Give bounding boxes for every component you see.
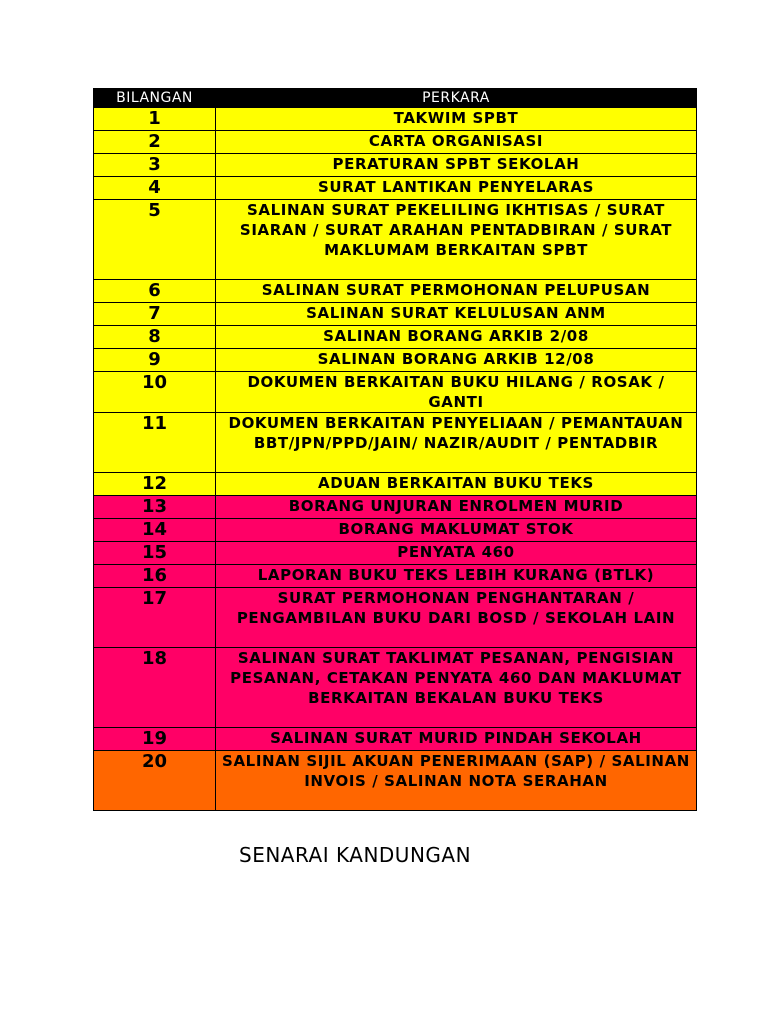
- table-row: [94, 751, 697, 811]
- header-bilangan: BILANGAN: [94, 89, 216, 108]
- row-item: SALINAN BORANG ARKIB 12/08: [216, 349, 697, 372]
- row-number: 2: [94, 131, 216, 154]
- page-title: SENARAI KANDUNGAN: [239, 843, 472, 867]
- table-row: [94, 648, 697, 728]
- table-row: [94, 154, 697, 177]
- row-item: TAKWIM SPBT: [216, 108, 697, 131]
- row-number: 7: [94, 303, 216, 326]
- row-number: 10: [94, 372, 216, 413]
- row-item: PENYATA 460: [216, 542, 697, 565]
- row-number: 18: [94, 648, 216, 728]
- row-number: 14: [94, 519, 216, 542]
- table-row: [94, 413, 697, 473]
- table-row: [94, 131, 697, 154]
- row-item: SURAT PERMOHONAN PENGHANTARAN / PENGAMBILAN BUKU DARI BOSD / SEKOLAH LAIN: [216, 588, 697, 648]
- row-item: ADUAN BERKAITAN BUKU TEKS: [216, 473, 697, 496]
- row-number: 3: [94, 154, 216, 177]
- row-number: 4: [94, 177, 216, 200]
- row-item: SALINAN SURAT TAKLIMAT PESANAN, PENGISIAN PESANAN, CETAKAN PENYATA 460 DAN MAKLUMAT BERKAITAN BEKALAN BUKU TEKS: [216, 648, 697, 728]
- table-row: [94, 303, 697, 326]
- table-row: [94, 565, 697, 588]
- table-row: [94, 519, 697, 542]
- table-row: [94, 496, 697, 519]
- table-row: [94, 280, 697, 303]
- table-row: [94, 108, 697, 131]
- row-item: BORANG MAKLUMAT STOK: [216, 519, 697, 542]
- row-number: 6: [94, 280, 216, 303]
- row-item: SALINAN SURAT PERMOHONAN PELUPUSAN: [216, 280, 697, 303]
- row-number: 9: [94, 349, 216, 372]
- table-row: [94, 200, 697, 280]
- row-number: 11: [94, 413, 216, 473]
- row-item: SALINAN SURAT MURID PINDAH SEKOLAH: [216, 728, 697, 751]
- table-row: [94, 542, 697, 565]
- row-number: 1: [94, 108, 216, 131]
- header-perkara: PERKARA: [216, 89, 697, 108]
- row-item: DOKUMEN BERKAITAN BUKU HILANG / ROSAK / GANTI: [216, 372, 697, 413]
- row-item: BORANG UNJURAN ENROLMEN MURID: [216, 496, 697, 519]
- table-header-row: [94, 89, 697, 108]
- row-number: 5: [94, 200, 216, 280]
- row-number: 13: [94, 496, 216, 519]
- row-number: 8: [94, 326, 216, 349]
- row-item: DOKUMEN BERKAITAN PENYELIAAN / PEMANTAUAN BBT/JPN/PPD/JAIN/ NAZIR/AUDIT / PENTADBIR: [216, 413, 697, 473]
- row-item: LAPORAN BUKU TEKS LEBIH KURANG (BTLK): [216, 565, 697, 588]
- row-number: 15: [94, 542, 216, 565]
- row-item: SURAT LANTIKAN PENYELARAS: [216, 177, 697, 200]
- table-row: [94, 372, 697, 413]
- row-number: 20: [94, 751, 216, 811]
- row-item: SALINAN BORANG ARKIB 2/08: [216, 326, 697, 349]
- table-body: [94, 108, 697, 811]
- row-number: 19: [94, 728, 216, 751]
- row-item: SALINAN SURAT PEKELILING IKHTISAS / SURAT SIARAN / SURAT ARAHAN PENTADBIRAN / SURAT MAKLUMAM BERKAITAN SPBT: [216, 200, 697, 280]
- row-item: PERATURAN SPBT SEKOLAH: [216, 154, 697, 177]
- row-number: 16: [94, 565, 216, 588]
- table-row: [94, 177, 697, 200]
- table-row: [94, 349, 697, 372]
- table-row: [94, 588, 697, 648]
- table-row: [94, 473, 697, 496]
- row-number: 17: [94, 588, 216, 648]
- row-item: CARTA ORGANISASI: [216, 131, 697, 154]
- table-row: [94, 728, 697, 751]
- contents-table: [93, 88, 697, 811]
- row-number: 12: [94, 473, 216, 496]
- row-item: SALINAN SURAT KELULUSAN ANM: [216, 303, 697, 326]
- table-row: [94, 326, 697, 349]
- row-item: SALINAN SIJIL AKUAN PENERIMAAN (SAP) / SALINAN INVOIS / SALINAN NOTA SERAHAN: [216, 751, 697, 811]
